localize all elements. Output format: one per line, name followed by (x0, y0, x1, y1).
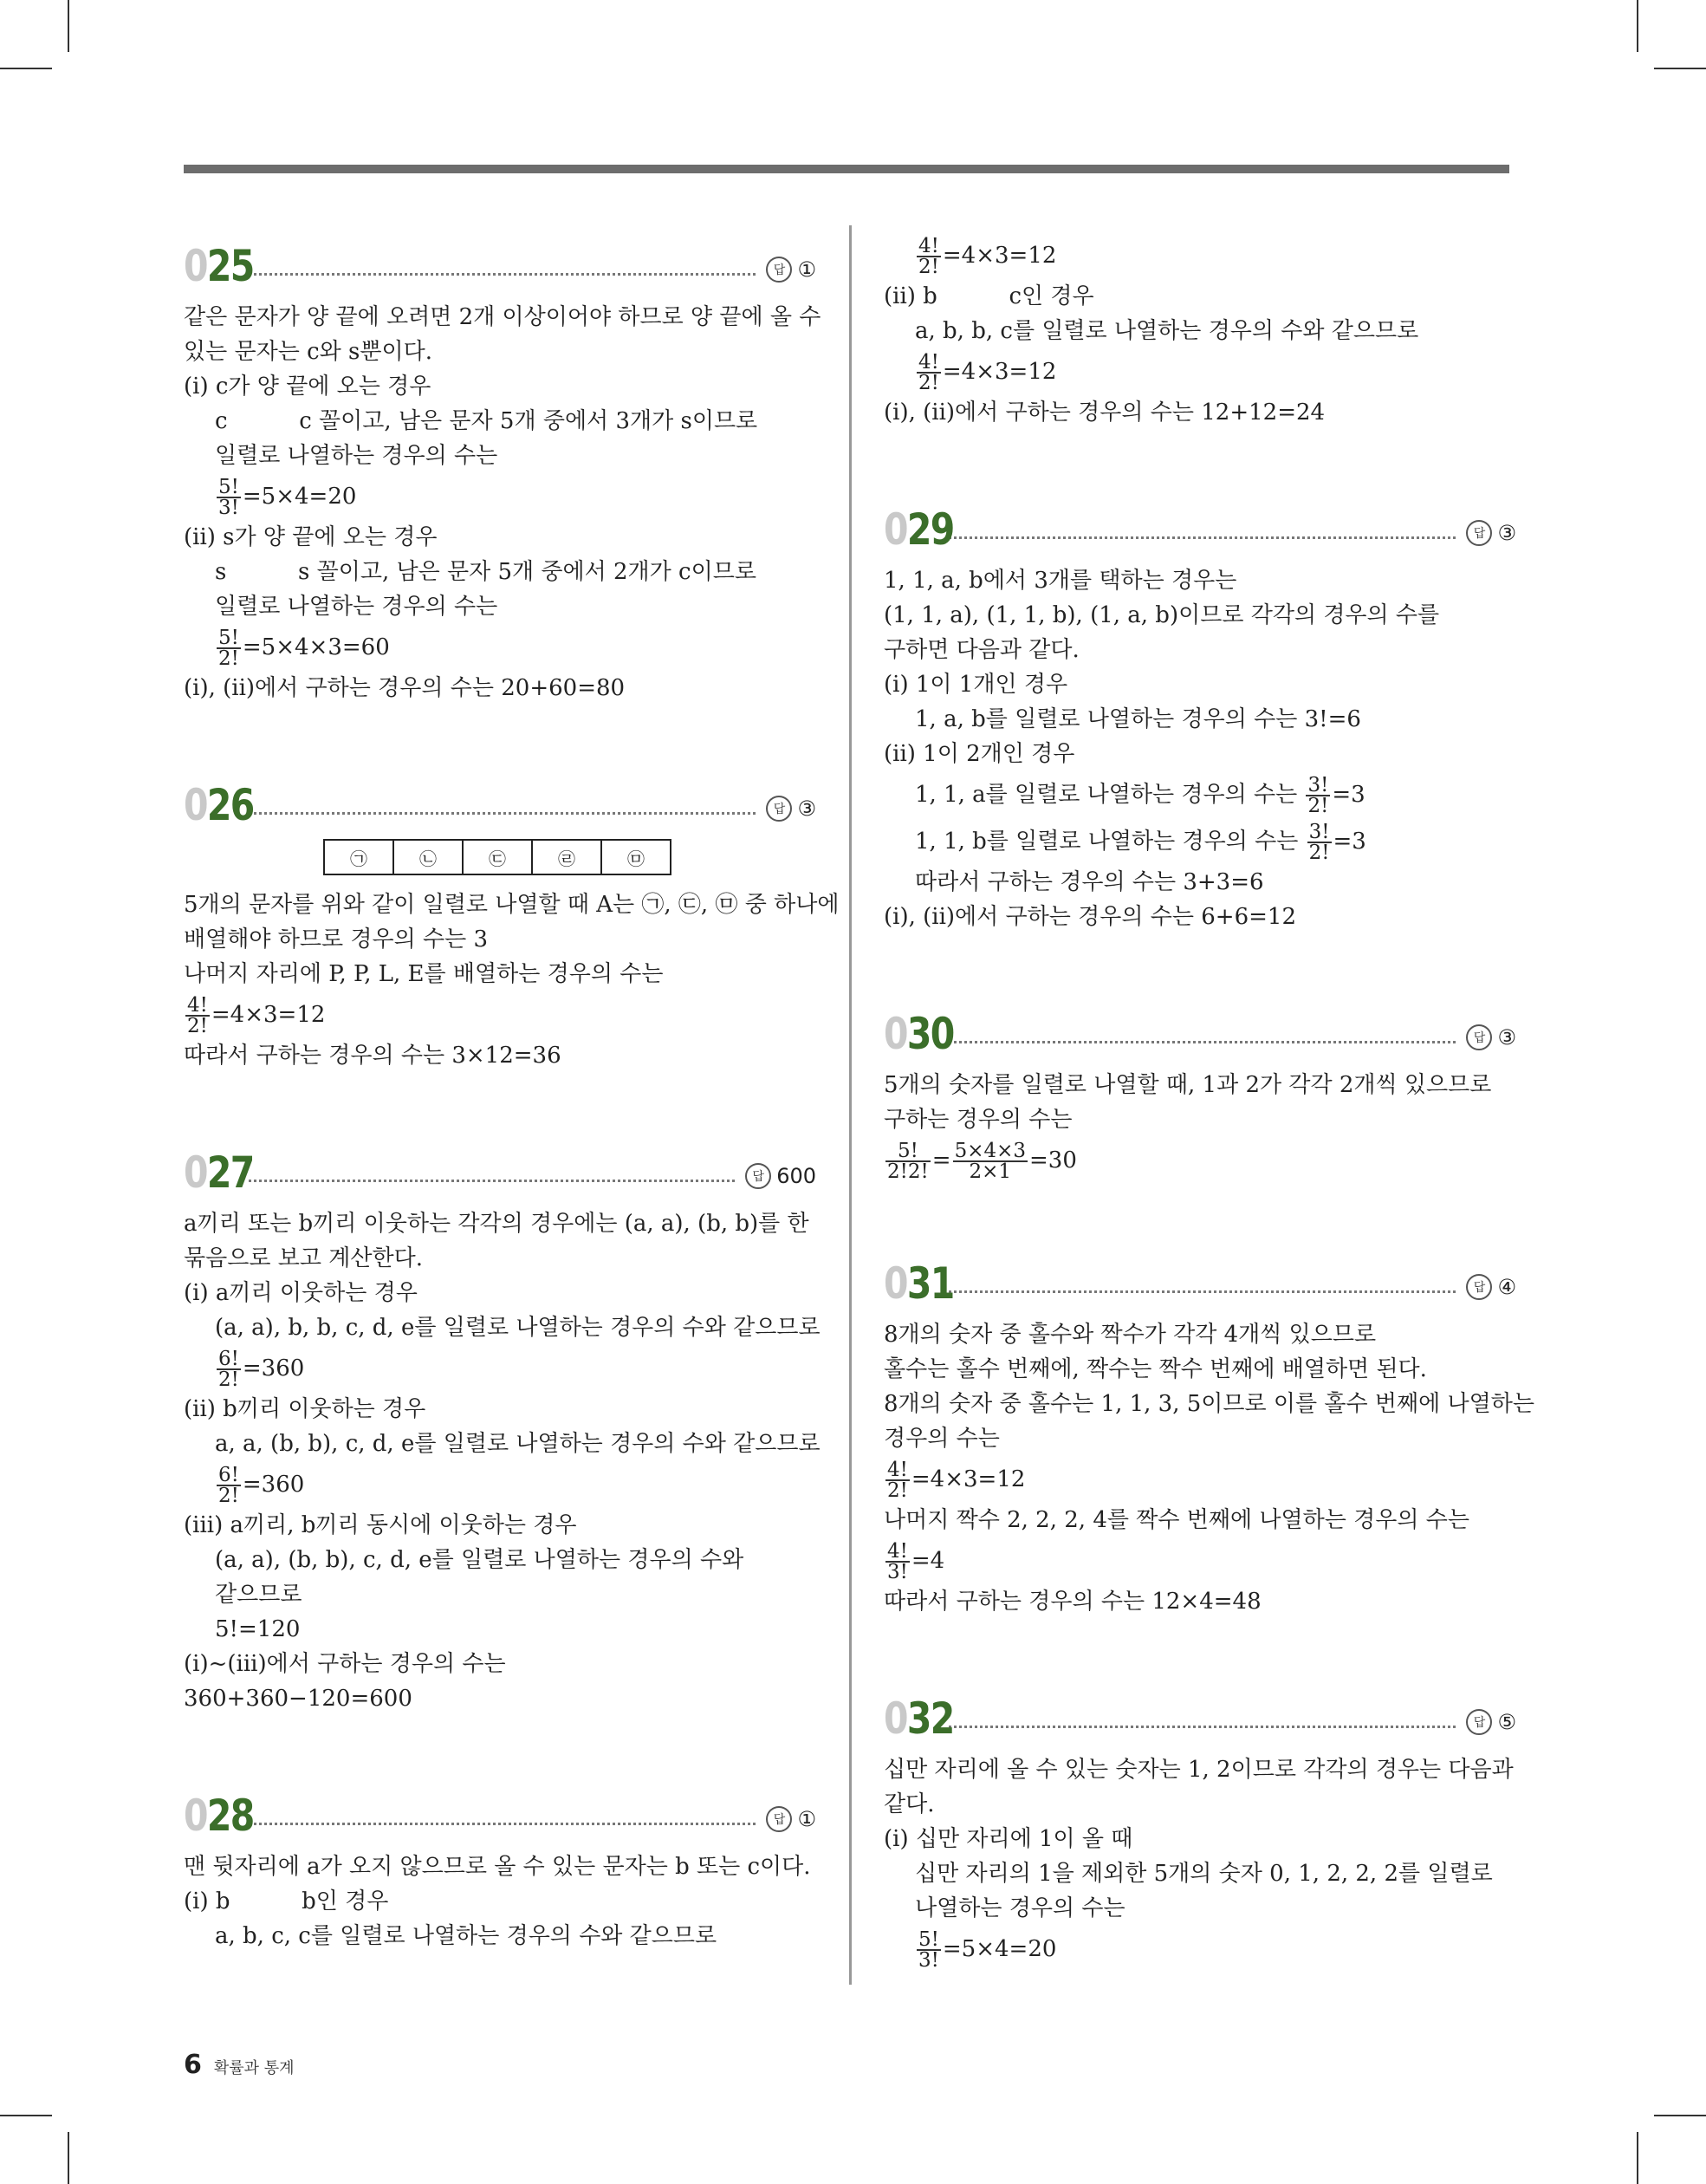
answer-label: 답 ⑤ (1466, 1709, 1516, 1735)
text-line: 나머지 자리에 P, P, L, E를 배열하는 경우의 수는 (184, 961, 664, 987)
letter-box: ㉣ (531, 839, 602, 875)
leader-dots (949, 1290, 1456, 1293)
leader-dots (949, 1726, 1456, 1728)
problem-header (184, 1784, 816, 1841)
text-line: (ii) 1이 2개인 경우 (884, 741, 1075, 767)
answer-badge-icon: 답 (766, 1806, 792, 1832)
text-line: (i) b b인 경우 (184, 1888, 389, 1914)
leader-dots (249, 273, 756, 276)
fraction-line: 1, 1, b를 일렬로 나열하는 경우의 수는 $\frac{3!}{2!}$ =3 (915, 821, 1366, 864)
leader-dots (249, 812, 756, 815)
text-line: 5개의 문자를 위와 같이 일렬로 나열할 때 A는 ㉠, ㉢, ㉤ 중 하나에 (184, 892, 840, 918)
crop-mark (68, 2132, 69, 2184)
text-line: a, b, b, c를 일렬로 나열하는 경우의 수와 같으므로 (915, 318, 1419, 344)
answer-badge-icon: 답 (1466, 1709, 1492, 1735)
text-line: 따라서 구하는 경우의 수는 3+3=6 (915, 869, 1264, 895)
text-line: 있는 문자는 c와 s뿐이다. (184, 339, 433, 365)
problem-header (184, 234, 816, 291)
text-line: 360+360−120=600 (184, 1686, 412, 1712)
crop-mark (0, 68, 52, 69)
header-rule (184, 165, 1509, 173)
letter-boxes (325, 839, 816, 875)
letter-box: ㉢ (462, 839, 533, 875)
problem-header (884, 497, 1516, 555)
problem-number: 025 (184, 241, 254, 291)
answer-label: 답 600 (745, 1163, 816, 1189)
text-line: a끼리 또는 b끼리 이웃하는 각각의 경우에는 (a, a), (b, b)를 한 (184, 1211, 809, 1237)
text-line: (1, 1, a), (1, 1, b), (1, a, b)이므로 각각의 경우의 수를 (884, 602, 1440, 628)
answer-label: 답 ① (766, 1806, 816, 1832)
fraction-line: $\frac{6!}{2!}$ =360 (218, 1464, 305, 1507)
book-title: 확률과 통계 (213, 2059, 295, 2077)
text-line: (ii) b c인 경우 (884, 283, 1094, 309)
text-line: 경우의 수는 (884, 1426, 1000, 1452)
text-line: 8개의 숫자 중 홀수와 짝수가 각각 4개씩 있으므로 (884, 1322, 1377, 1348)
letter-box: ㉡ (392, 839, 464, 875)
page-number: 6 (184, 2050, 202, 2080)
answer-badge-icon: 답 (1466, 520, 1492, 546)
fraction-line: $\frac{4!}{2!}$ =4×3=12 (187, 994, 326, 1037)
fraction-line: $\frac{5!}{3!}$ =5×4=20 (918, 1928, 1057, 1972)
text-line: (a, a), (b, b), c, d, e를 일렬로 나열하는 경우의 수와 (215, 1547, 744, 1573)
text-line: 일렬로 나열하는 경우의 수는 (215, 594, 498, 620)
text-line: 십만 자리에 올 수 있는 숫자는 1, 2이므로 각각의 경우는 다음과 (884, 1757, 1514, 1783)
text-line: 묶음으로 보고 계산한다. (184, 1245, 423, 1271)
text-line: 홀수는 홀수 번째에, 짝수는 짝수 번째에 배열하면 된다. (884, 1356, 1427, 1382)
fraction-line: $\frac{5!}{2!2!}$ = $\frac{5\times 4\times 3}{2\times 1}$ =30 (887, 1140, 1077, 1183)
text-line: 구하면 다음과 같다. (884, 637, 1080, 663)
letter-box: ㉤ (600, 839, 671, 875)
leader-dots (949, 1041, 1456, 1043)
text-line: 나열하는 경우의 수는 (915, 1895, 1125, 1921)
answer-badge-icon: 답 (766, 796, 792, 822)
problem-number: 029 (884, 504, 954, 555)
leader-dots (249, 1823, 756, 1825)
text-line: (iii) a끼리, b끼리 동시에 이웃하는 경우 (184, 1512, 577, 1538)
problem-header (184, 773, 816, 830)
text-line: c c 꼴이고, 남은 문자 5개 중에서 3개가 s이므로 (215, 408, 758, 434)
text-line: 일렬로 나열하는 경우의 수는 (215, 443, 498, 469)
answer-label: 답 ③ (1466, 1024, 1516, 1050)
fraction-line: $\frac{5!}{3!}$ =5×4=20 (218, 476, 357, 519)
problem-031 (884, 1251, 1534, 1619)
problem-026 (184, 773, 840, 1073)
leader-dots (949, 536, 1456, 539)
column-divider (849, 225, 852, 1985)
text-line: 따라서 구하는 경우의 수는 3×12=36 (184, 1043, 561, 1069)
text-line: 나머지 짝수 2, 2, 2, 4를 짝수 번째에 나열하는 경우의 수는 (884, 1507, 1469, 1533)
problem-030 (884, 1002, 1516, 1184)
text-line: (i), (ii)에서 구하는 경우의 수는 12+12=24 (884, 400, 1326, 426)
text-line: 배열해야 하므로 경우의 수는 3 (184, 926, 488, 952)
text-line: (i), (ii)에서 구하는 경우의 수는 20+60=80 (184, 675, 626, 701)
problem-number: 031 (884, 1258, 954, 1309)
crop-mark (1637, 2132, 1638, 2184)
text-line: (a, a), b, b, c, d, e를 일렬로 나열하는 경우의 수와 같으므로 (215, 1315, 821, 1341)
text-line: a, b, c, c를 일렬로 나열하는 경우의 수와 같으므로 (215, 1923, 717, 1949)
answer-badge-icon: 답 (1466, 1024, 1492, 1050)
problem-028 (184, 1784, 816, 1953)
letter-box: ㉠ (323, 839, 394, 875)
problem-029 (884, 497, 1516, 934)
text-line: (i) a끼리 이웃하는 경우 (184, 1280, 418, 1306)
problem-028-continued (884, 232, 1516, 430)
problem-number: 027 (184, 1147, 254, 1198)
text-line: 1, a, b를 일렬로 나열하는 경우의 수는 3!=6 (915, 706, 1361, 732)
problem-header (884, 1002, 1516, 1059)
text-line: 1, 1, a, b에서 3개를 택하는 경우는 (884, 568, 1237, 594)
crop-mark (1654, 2115, 1706, 2116)
answer-label: 답 ① (766, 257, 816, 283)
problem-number: 030 (884, 1009, 954, 1059)
text-line: 십만 자리의 1을 제외한 5개의 숫자 0, 1, 2, 2, 2를 일렬로 (915, 1861, 1493, 1887)
text-line: (i)~(iii)에서 구하는 경우의 수는 (184, 1651, 506, 1677)
fraction-line: 1, 1, a를 일렬로 나열하는 경우의 수는 $\frac{3!}{2!}$ =3 (915, 774, 1365, 817)
text-line: 같은 문자가 양 끝에 오려면 2개 이상이어야 하므로 양 끝에 올 수 (184, 304, 821, 330)
text-line: 구하는 경우의 수는 (884, 1107, 1073, 1133)
problem-number: 032 (884, 1693, 954, 1744)
text-line: (i) 십만 자리에 1이 올 때 (884, 1826, 1133, 1852)
fraction-line: $\frac{4!}{2!}$ =4×3=12 (887, 1459, 1026, 1502)
crop-mark (68, 0, 69, 52)
left-column (184, 234, 840, 1953)
text-line: 같으므로 (215, 1582, 302, 1608)
fraction-line: $\frac{4!}{2!}$ =4×3=12 (918, 351, 1057, 394)
problem-number: 028 (184, 1791, 254, 1841)
answer-label: 답 ③ (766, 796, 816, 822)
text-line: (ii) s가 양 끝에 오는 경우 (184, 524, 438, 550)
answer-label: 답 ④ (1466, 1274, 1516, 1300)
answer-badge-icon: 답 (1466, 1274, 1492, 1300)
text-line: (ii) b끼리 이웃하는 경우 (184, 1396, 426, 1422)
problem-025 (184, 234, 821, 705)
text-line: a, a, (b, b), c, d, e를 일렬로 나열하는 경우의 수와 같으므로 (215, 1431, 821, 1457)
problem-032 (884, 1687, 1516, 1973)
text-line: (i) 1이 1개인 경우 (884, 672, 1068, 698)
fraction-line: $\frac{4!}{3!}$ =4 (887, 1540, 945, 1583)
crop-mark (1654, 68, 1706, 69)
text-line: 같다. (884, 1791, 935, 1817)
fraction-line: $\frac{5!}{2!}$ =5×4×3=60 (218, 627, 390, 670)
text-line: s s 꼴이고, 남은 문자 5개 중에서 2개가 c이므로 (215, 559, 756, 585)
page-footer (184, 2050, 295, 2080)
answer-badge-icon: 답 (766, 257, 792, 283)
leader-dots (249, 1180, 735, 1182)
problem-header (184, 1141, 816, 1198)
problem-header (884, 1251, 1516, 1309)
right-column (884, 232, 1534, 1973)
text-line: 5개의 숫자를 일렬로 나열할 때, 1과 2가 각각 2개씩 있으므로 (884, 1072, 1492, 1098)
text-line: 5!=120 (215, 1616, 301, 1642)
problem-header (884, 1687, 1516, 1744)
answer-label: 답 ③ (1466, 520, 1516, 546)
crop-mark (0, 2115, 52, 2116)
text-line: 따라서 구하는 경우의 수는 12×4=48 (884, 1589, 1262, 1615)
text-line: 8개의 숫자 중 홀수는 1, 1, 3, 5이므로 이를 홀수 번째에 나열하는 (884, 1391, 1534, 1417)
text-line: 맨 뒷자리에 a가 오지 않으므로 올 수 있는 문자는 b 또는 c이다. (184, 1854, 811, 1880)
answer-badge-icon: 답 (745, 1163, 771, 1189)
problem-027 (184, 1141, 821, 1716)
text-line: (i), (ii)에서 구하는 경우의 수는 6+6=12 (884, 904, 1297, 930)
crop-mark (1637, 0, 1638, 52)
fraction-line: $\frac{6!}{2!}$ =360 (218, 1348, 305, 1391)
problem-number: 026 (184, 780, 254, 830)
fraction-line: $\frac{4!}{2!}$ =4×3=12 (918, 235, 1057, 278)
text-line: (i) c가 양 끝에 오는 경우 (184, 374, 431, 400)
